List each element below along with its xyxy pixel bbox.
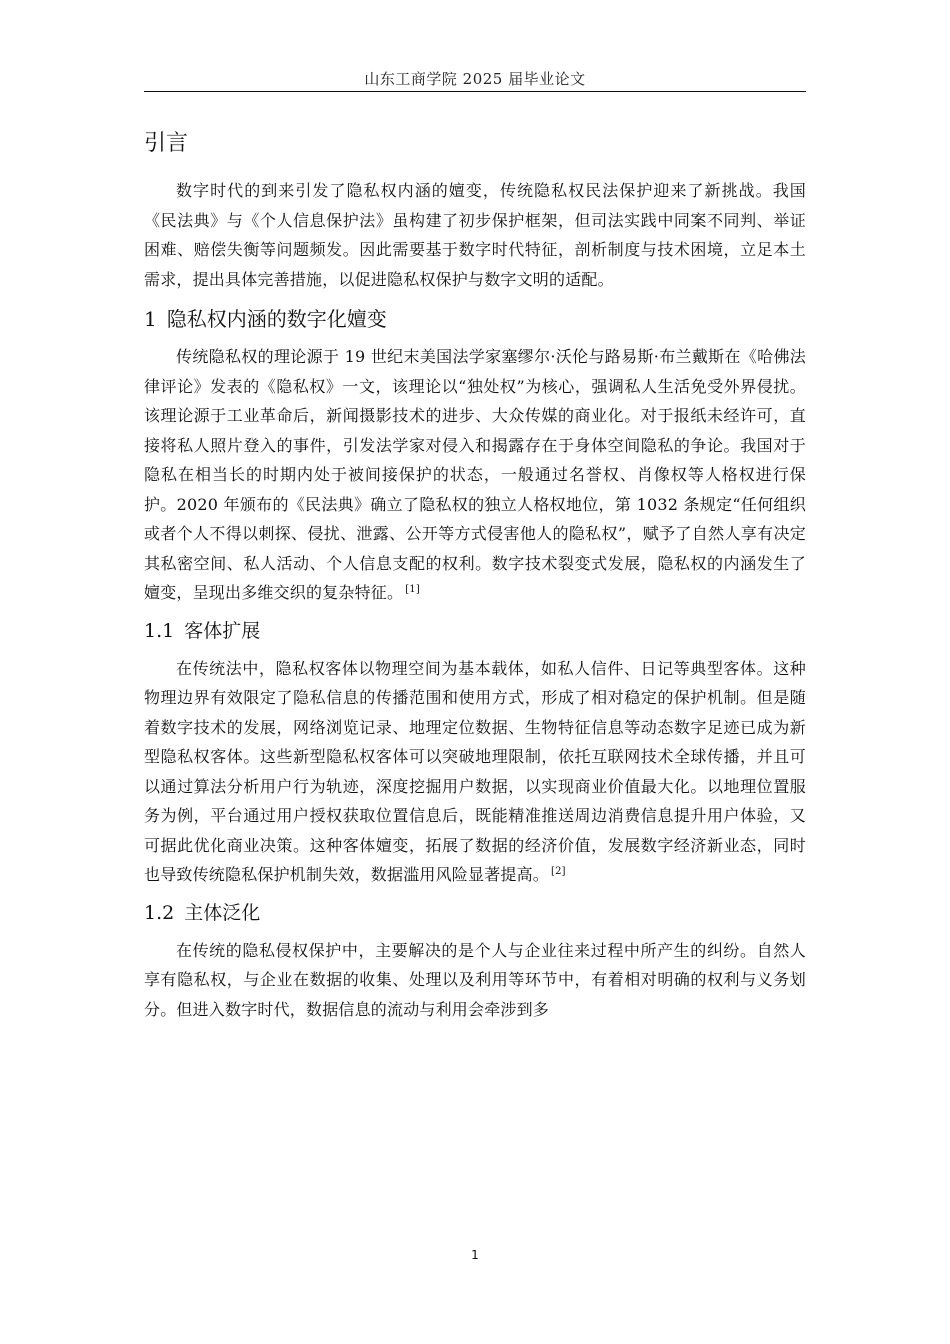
section-1-number: 1 xyxy=(144,307,157,331)
section-1-title: 隐私权内涵的数字化嬗变 xyxy=(166,307,387,331)
running-header: 山东工商学院 2025 届毕业论文 xyxy=(364,70,586,88)
intro-heading: 引言 xyxy=(144,131,189,156)
page-number: 1 xyxy=(471,1248,479,1262)
header-rule xyxy=(144,91,806,92)
section-1-text: 传统隐私权的理论源于 19 世纪末美国法学家塞缪尔·沃伦与路易斯·布兰戴斯在《哈佛法律评论》发表的《隐私权》一文，该理论以“独处权”为核心，强调私人生活免受外界侵扰。该理论源于工业革命后，新闻摄影技术的进步、大众传媒的商业化。对于报纸未经许可，直接将私人照片登入的事件，引发法学家对侵入和揭露存在于身体空间隐私的争论。我国对于隐私在相当长的时期内处于被间接保护的状态，一般通过名誉权、肖像权等人格权进行保护。2020 年颁布的《民法典》确立了隐私权的独立人格权地位，第 1032 条规定“任何组织或者个人不得以刺探、侵扰、泄露、公开等方式侵害他人的隐私权”，赋予了自然人享有决定其私密空间、私人活动、个人信息支配的权利。数字技术裂变式发展，隐私权的内涵发生了嬗变，呈现出多维交织的复杂特征。 xyxy=(144,347,806,602)
section-1-heading xyxy=(144,302,806,336)
citation-1[interactable]: [1] xyxy=(405,583,420,595)
citation-2[interactable]: [2] xyxy=(551,865,566,877)
section-1-1-number: 1.1 xyxy=(144,619,175,642)
section-1-1-heading xyxy=(144,614,806,648)
section-1-1-title: 客体扩展 xyxy=(184,619,261,642)
section-1-2-paragraph: 在传统的隐私侵权保护中，主要解决的是个人与企业往来过程中所产生的纠纷。自然人享有隐私权，与企业在数据的收集、处理以及利用等环节中，有着相对明确的权利与义务划分。但进入数字时代，数据信息的流动与利用会牵涉到多 xyxy=(144,940,806,1019)
section-1-2-title: 主体泛化 xyxy=(184,901,261,924)
section-1-2-number: 1.2 xyxy=(144,901,175,924)
intro-paragraph: 数字时代的到来引发了隐私权内涵的嬗变，传统隐私权民法保护迎来了新挑战。我国《民法典》与《个人信息保护法》虽构建了初步保护框架，但司法实践中同案不同判、举证困难、赔偿失衡等问题频发。因此需要基于数字时代特征，剖析制度与技术困境，立足本土需求，提出具体完善措施，以促进隐私权保护与数字文明的适配。 xyxy=(144,181,806,289)
section-1-1-text: 在传统法中，隐私权客体以物理空间为基本载体，如私人信件、日记等典型客体。这种物理边界有效限定了隐私信息的传播范围和使用方式，形成了相对稳定的保护机制。但是随着数字技术的发展，网络浏览记录、地理定位数据、生物特征信息等动态数字足迹已成为新型隐私权客体。这些新型隐私权客体可以突破地理限制，依托互联网技术全球传播，并且可以通过算法分析用户行为轨迹，深度挖掘用户数据，以实现商业价值最大化。以地理位置服务为例，平台通过用户授权获取位置信息后，既能精准推送周边消费信息提升用户体验，又可据此优化商业决策。这种客体嬗变，拓展了数据的经济价值，发展数字经济新业态，同时也导致传统隐私保护机制失效，数据滥用风险显著提高。 xyxy=(144,658,806,884)
section-1-2-heading xyxy=(144,896,806,930)
body-content xyxy=(144,124,806,1024)
section-1-paragraph xyxy=(144,342,806,608)
section-1-1-paragraph xyxy=(144,654,806,890)
